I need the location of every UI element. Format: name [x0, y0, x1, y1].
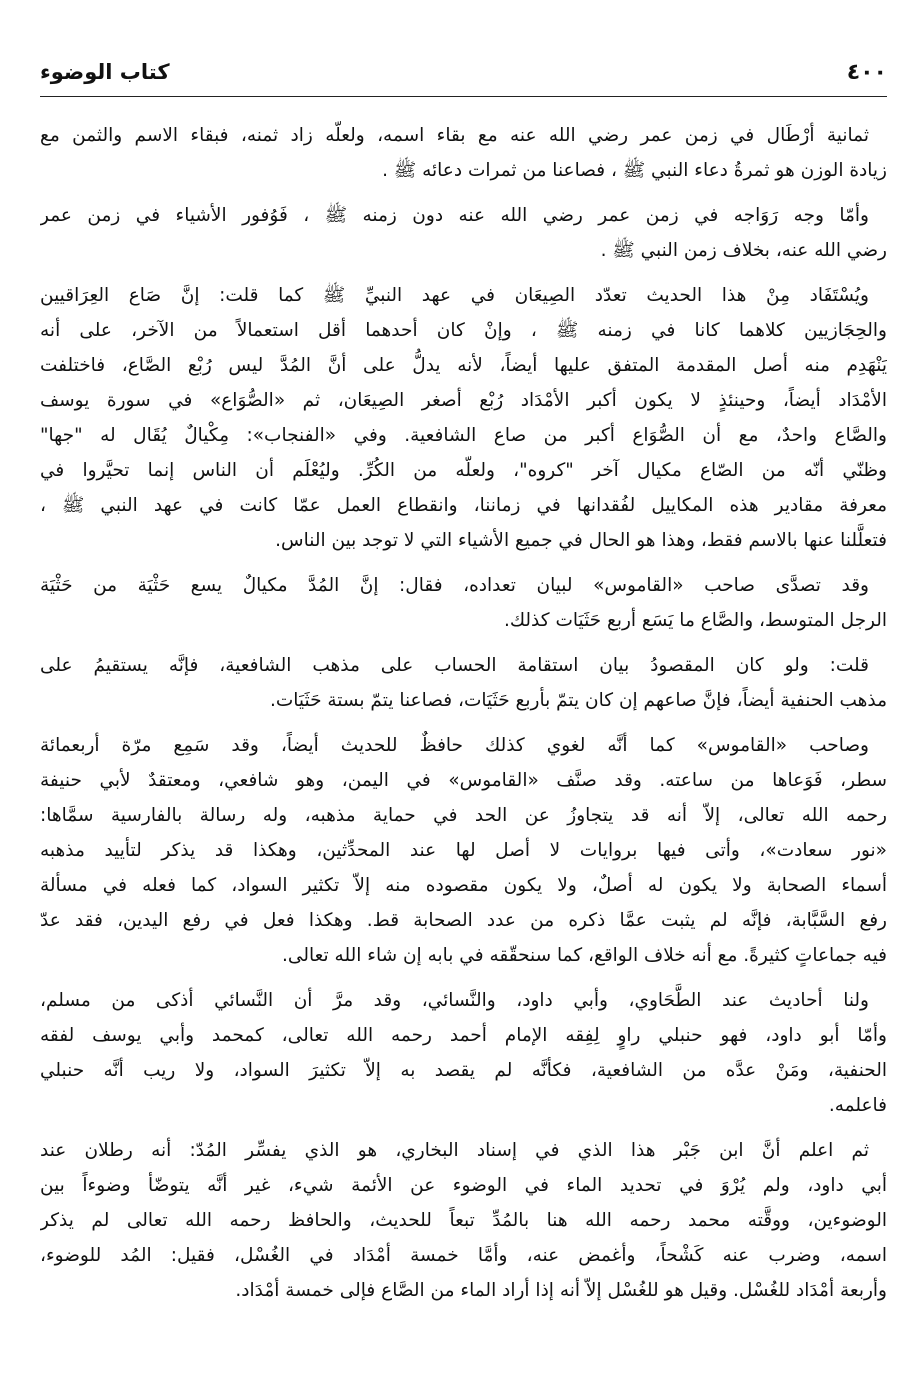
text-line: الرجل المتوسط، والصَّاع ما يَسَع أربع حَثَيَات كذلك. [503, 610, 887, 631]
paragraph [40, 648, 887, 718]
text-line: وأمّا وجه رَوَاجه في زمن عمر رضي الله عنه دون زمنه ﷺ ، فَوُفور الأشياء في زمن عمر [40, 205, 869, 226]
paragraph [40, 1133, 887, 1308]
page-number: ٤٠٠ [846, 60, 887, 85]
text-line: «نور سعادت»، وأتى فيها بروايات لا أصل لها عند المحدِّثين، وهكذا قد يذكر لتأييد مذهبه [40, 840, 887, 861]
text-line: رضي الله عنه، بخلاف زمن النبي ﷺ . [600, 240, 887, 261]
text-line: اسمه، وضرب عنه كَشْحاً، وأغمض عنه، وأمَّا خمسة أمْدَاد في الغُسْل، فقيل: المُد للوضوء، [40, 1245, 887, 1266]
page-header [40, 58, 887, 94]
text-line: ثمانية أرْطَال في زمن عمر رضي الله عنه مع بقاء اسمه، ولعلّه زاد ثمنه، فبقاء الاسم والثمن مع [40, 125, 869, 146]
text-line: ثم اعلم أنَّ ابن جَبْر هذا الذي في إسناد البخاري، هو الذي يفسِّر المُدّ: أنه رطلان عند [40, 1140, 869, 1161]
paragraph [40, 278, 887, 558]
text-line: مذهب الحنفية أيضاً، فإنَّ صاعهم إن كان يتمّ بأربع حَثَيَات، فصاعنا يتمّ بستة حَثَيَات. [269, 690, 887, 711]
text-line: الوضوءين، ووقَّته محمد رحمه الله هنا بالمُدِّ تبعاً للحديث، والحافظ رحمه الله تعالى لم يذكر [40, 1210, 887, 1231]
text-line: الأمْدَاد أيضاً، وحينئذٍ لا يكون أكبر الأمْدَاد رُبْع أصغر الصِيعَان، ثم «الصُّوَاع» في سورة يوسف [40, 390, 887, 411]
text-line: رحمه الله تعالى، إلاّ أنه قد يتجاوزُ عن الحد في حماية مذهبه، وله رسالة بالفارسية سمَّاها: [40, 805, 887, 826]
text-line: وقد تصدَّى صاحب «القاموس» لبيان تعداده، فقال: إنَّ المُدَّ مكيالٌ يسع حَثْيَة من حَثْيَة [40, 575, 869, 596]
text-line: أسماء الصحابة ولا يكون له أصلٌ، ولا يكون مقصوده منه إلاّ تكثير السواد، كما فعله في مسألة [40, 875, 887, 896]
page-body [40, 118, 887, 1318]
paragraph [40, 118, 887, 188]
text-line: وصاحب «القاموس» كما أنَّه لغوي كذلك حافظٌ للحديث أيضاً، وقد سَمِع مرّة أربعمائة [40, 735, 869, 756]
text-line: وظنّي أنّه من الصّاع مكيال آخر "كروه"، ولعلّه من الكُرِّ. وليُعْلَم أن الناس إنما تحيَّروا في [40, 460, 887, 481]
text-line: ولنا أحاديث عند الطَّحَاوي، وأبي داود، والنَّسائي، وقد مرَّ أن النَّسائي أذكى من مسلم، [40, 990, 869, 1011]
paragraph [40, 983, 887, 1123]
text-line: فيه جماعاتٍ كثيرةً. مع أنه خلاف الواقع، كما سنحقّقه في بابه إن شاء الله تعالى. [282, 945, 887, 966]
text-line: فاعلمه. [828, 1095, 887, 1116]
text-line: الحنفية، ومَنْ عدَّه من الشافعية، فكأنَّه لم يقصد به إلاّ تكثيرَ السواد، ولا ريب أنَّه حنبلي [40, 1060, 887, 1081]
text-line: قلت: ولو كان المقصودُ بيان استقامة الحساب على مذهب الشافعية، فإنَّه يستقيمُ على [40, 655, 869, 676]
running-title: كتاب الوضوء [40, 60, 170, 84]
text-line: رفع السَّبَّابة، فإنَّه لم يثبت عمَّا ذكره من عدد الصحابة قط. وهكذا فعل في رفع اليدين، فقد عدّ [40, 910, 887, 931]
text-line: وأربعة أمْدَاد للغُسْل. وقيل هو للغُسْل إلاّ أنه إذا أراد الماء من الصَّاع فإلى خمسة أمْدَاد. [235, 1280, 887, 1301]
text-line: والصَّاع واحدٌ، مع أن الصُّوَاع أكبر من صاع الشافعية. وفي «الفنجاب»: مِكْيالٌ يُقَال له "جها" [40, 425, 887, 446]
text-line: سطر، فَوَعاها من ساعته. وقد صنَّف «القاموس» في اليمن، وهو شافعي، ومعتقدٌ لأبي حنيفة [40, 770, 887, 791]
text-line: ويُسْتَفَاد مِنْ هذا الحديث تعدّد الصِيعَان في عهد النبيِّ ﷺ كما قلت: إنَّ صَاع العِرَاقيين [40, 285, 869, 306]
text-line: يَنْهَدِم منه أصل المقدمة المتفق عليها أيضاً، لأنه يدلُّ على أنَّ المُدَّ ليس رُبْع الصَّاع، فاختلفت [40, 355, 887, 376]
text-line: وأمّا أبو داود، فهو حنبلي راوٍ لِفِقه الإمام أحمد رحمه الله تعالى، كمحمد وأبي يوسف لفقه [40, 1025, 887, 1046]
paragraph [40, 728, 887, 973]
paragraph [40, 568, 887, 638]
text-line: معرفة مقادير هذه المكاييل لفُقدانها في زماننا، وانقطاع العمل عمّا كانت في عهد النبي ﷺ ، [40, 495, 887, 516]
header-rule [40, 96, 887, 97]
text-line: فتعلَّلنا عنها بالاسم فقط، وهذا هو الحال في جميع الأشياء التي لا توجد بين الناس. [275, 530, 887, 551]
text-line: زيادة الوزن هو ثمرةُ دعاء النبي ﷺ ، فصاعنا من ثمرات دعائه ﷺ . [382, 160, 887, 181]
text-line: والحِجَازيين كلاهما كانا في زمنه ﷺ ، وإنْ كان أحدهما أقل استعمالاً من الآخر، على أنه [40, 320, 887, 341]
text-line: أبي داود، ولم يُرْوَ في تحديد الماء في الوضوء عن الأئمة شيء، غير أنَّه يتوضّأ وضوءاً بين [40, 1175, 887, 1196]
paragraph [40, 198, 887, 268]
